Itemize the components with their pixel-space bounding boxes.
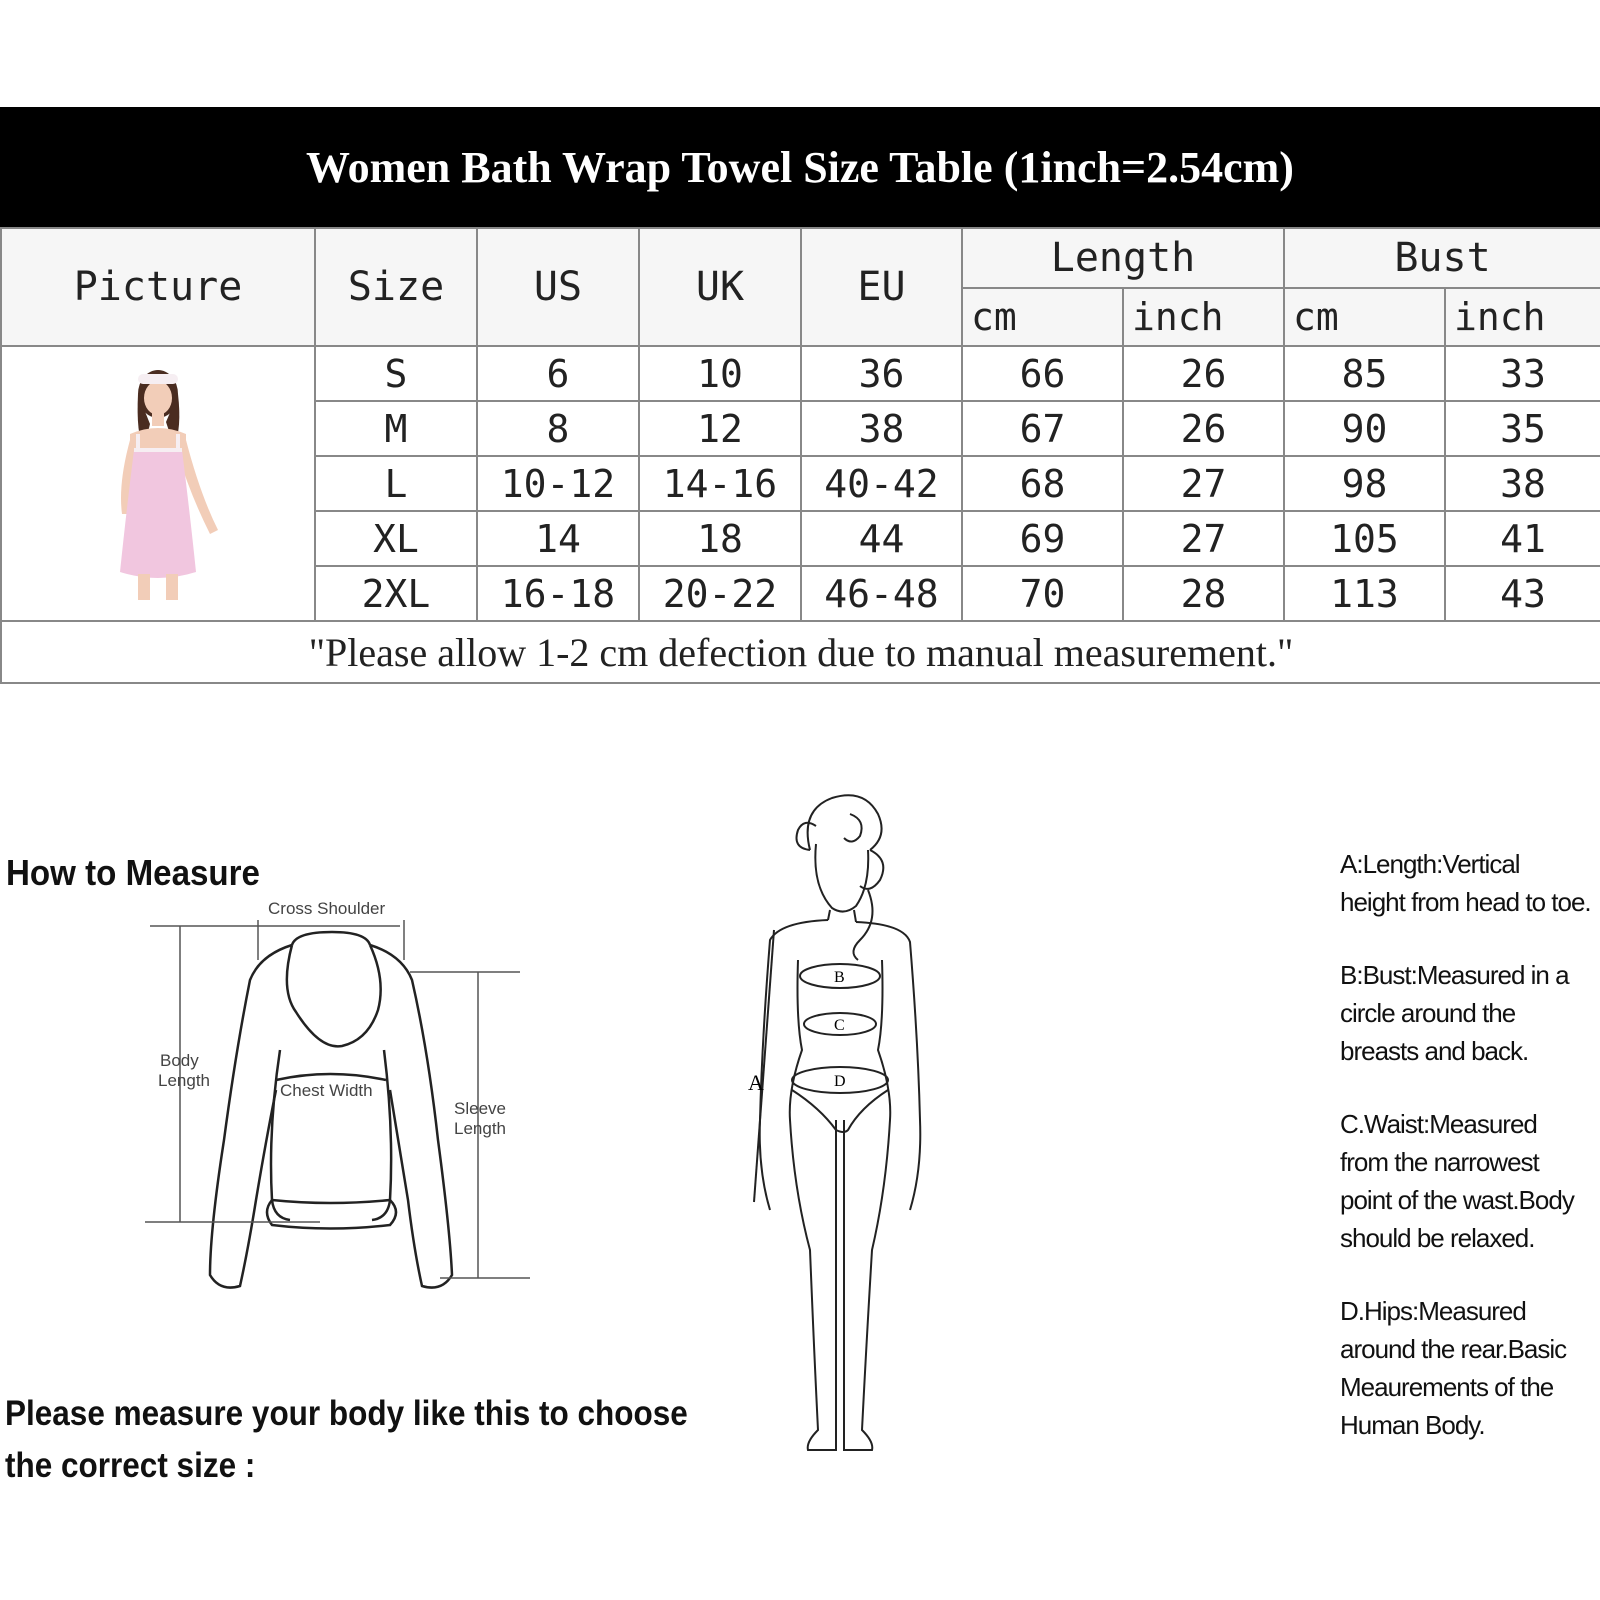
cross-shoulder-label: Cross Shoulder — [268, 900, 386, 918]
instruction-line-1: Please measure your body like this to choose — [5, 1394, 688, 1433]
instruction-line-2: the correct size : — [5, 1446, 256, 1485]
chest-width-label: Chest Width — [280, 1081, 373, 1100]
label-b: B — [834, 969, 845, 986]
header-bust-cm: cm — [1284, 288, 1445, 346]
cell-uk: 12 — [639, 401, 801, 456]
cell-length-cm: 70 — [962, 566, 1123, 621]
note-row — [1, 621, 1600, 683]
header-bust-inch: inch — [1445, 288, 1600, 346]
cell-us: 10-12 — [477, 456, 639, 511]
measurement-note: "Please allow 1-2 cm defection due to manual measurement." — [1, 621, 1600, 683]
size-table — [0, 227, 1600, 684]
cell-us: 14 — [477, 511, 639, 566]
cell-eu: 44 — [801, 511, 962, 566]
definition-c-line-4: should be relaxed. — [1340, 1223, 1535, 1253]
cell-eu: 36 — [801, 346, 962, 401]
body-figure-diagram — [740, 790, 960, 1470]
cell-bust-cm: 85 — [1284, 346, 1445, 401]
cell-length-inch: 27 — [1123, 511, 1284, 566]
cell-us: 8 — [477, 401, 639, 456]
table-title: Women Bath Wrap Towel Size Table (1inch=2.54cm) — [0, 107, 1600, 227]
product-picture — [1, 346, 315, 621]
header-picture: Picture — [1, 228, 315, 346]
cell-bust-cm: 98 — [1284, 456, 1445, 511]
definition-a — [1340, 845, 1600, 921]
cell-us: 16-18 — [477, 566, 639, 621]
cell-length-inch: 26 — [1123, 401, 1284, 456]
cell-size: L — [315, 456, 477, 511]
definition-c-line-3: point of the wast.Body — [1340, 1185, 1574, 1215]
definition-d-line-3: Meaurements of the — [1340, 1372, 1554, 1402]
cell-eu: 46-48 — [801, 566, 962, 621]
cell-uk: 20-22 — [639, 566, 801, 621]
definition-c — [1340, 1105, 1600, 1257]
cell-size: M — [315, 401, 477, 456]
sleeve-length-label-2: Length — [454, 1119, 506, 1138]
cell-size: XL — [315, 511, 477, 566]
header-uk: UK — [639, 228, 801, 346]
definition-b-line-1: B:Bust:Measured in a — [1340, 960, 1569, 990]
header-us: US — [477, 228, 639, 346]
cell-bust-cm: 105 — [1284, 511, 1445, 566]
header-bust: Bust — [1284, 228, 1600, 288]
cell-bust-inch: 35 — [1445, 401, 1600, 456]
cell-bust-inch: 43 — [1445, 566, 1600, 621]
cell-length-cm: 68 — [962, 456, 1123, 511]
cell-length-inch: 28 — [1123, 566, 1284, 621]
header-eu: EU — [801, 228, 962, 346]
header-length-cm: cm — [962, 288, 1123, 346]
definition-a-line-1: A:Length:Vertical — [1340, 849, 1520, 879]
body-length-label: Body — [160, 1051, 199, 1070]
cell-bust-inch: 41 — [1445, 511, 1600, 566]
definition-d-line-1: D.Hips:Measured — [1340, 1296, 1526, 1326]
cell-length-cm: 66 — [962, 346, 1123, 401]
definition-a-line-2: height from head to toe. — [1340, 887, 1591, 917]
cell-length-cm: 69 — [962, 511, 1123, 566]
cell-bust-cm: 113 — [1284, 566, 1445, 621]
header-length: Length — [962, 228, 1284, 288]
sweater-diagram — [140, 900, 540, 1320]
sleeve-length-label: Sleeve — [454, 1099, 506, 1118]
definition-b-line-3: breasts and back. — [1340, 1036, 1529, 1066]
cell-length-inch: 26 — [1123, 346, 1284, 401]
cell-bust-cm: 90 — [1284, 401, 1445, 456]
dress-model-image — [78, 354, 238, 604]
measurement-definitions — [1340, 845, 1600, 1479]
cell-length-inch: 27 — [1123, 456, 1284, 511]
definition-b — [1340, 956, 1600, 1070]
cell-uk: 14-16 — [639, 456, 801, 511]
cell-eu: 38 — [801, 401, 962, 456]
cell-eu: 40-42 — [801, 456, 962, 511]
cell-uk: 10 — [639, 346, 801, 401]
cell-us: 6 — [477, 346, 639, 401]
cell-length-cm: 67 — [962, 401, 1123, 456]
cell-bust-inch: 38 — [1445, 456, 1600, 511]
cell-bust-inch: 33 — [1445, 346, 1600, 401]
label-c: C — [834, 1017, 845, 1034]
body-length-label-2: Length — [158, 1071, 210, 1090]
definition-d-line-2: around the rear.Basic — [1340, 1334, 1567, 1364]
label-a: A — [748, 1070, 764, 1095]
cell-uk: 18 — [639, 511, 801, 566]
measure-instruction — [5, 1388, 689, 1492]
definition-b-line-2: circle around the — [1340, 998, 1516, 1028]
definition-d-line-4: Human Body. — [1340, 1410, 1485, 1440]
definition-d — [1340, 1292, 1600, 1444]
label-d: D — [834, 1073, 846, 1090]
cell-size: 2XL — [315, 566, 477, 621]
table-row — [1, 346, 1600, 401]
header-size: Size — [315, 228, 477, 346]
definition-c-line-1: C.Waist:Measured — [1340, 1109, 1537, 1139]
how-to-measure-title: How to Measure — [6, 852, 260, 893]
definition-c-line-2: from the narrowest — [1340, 1147, 1539, 1177]
header-length-inch: inch — [1123, 288, 1284, 346]
cell-size: S — [315, 346, 477, 401]
